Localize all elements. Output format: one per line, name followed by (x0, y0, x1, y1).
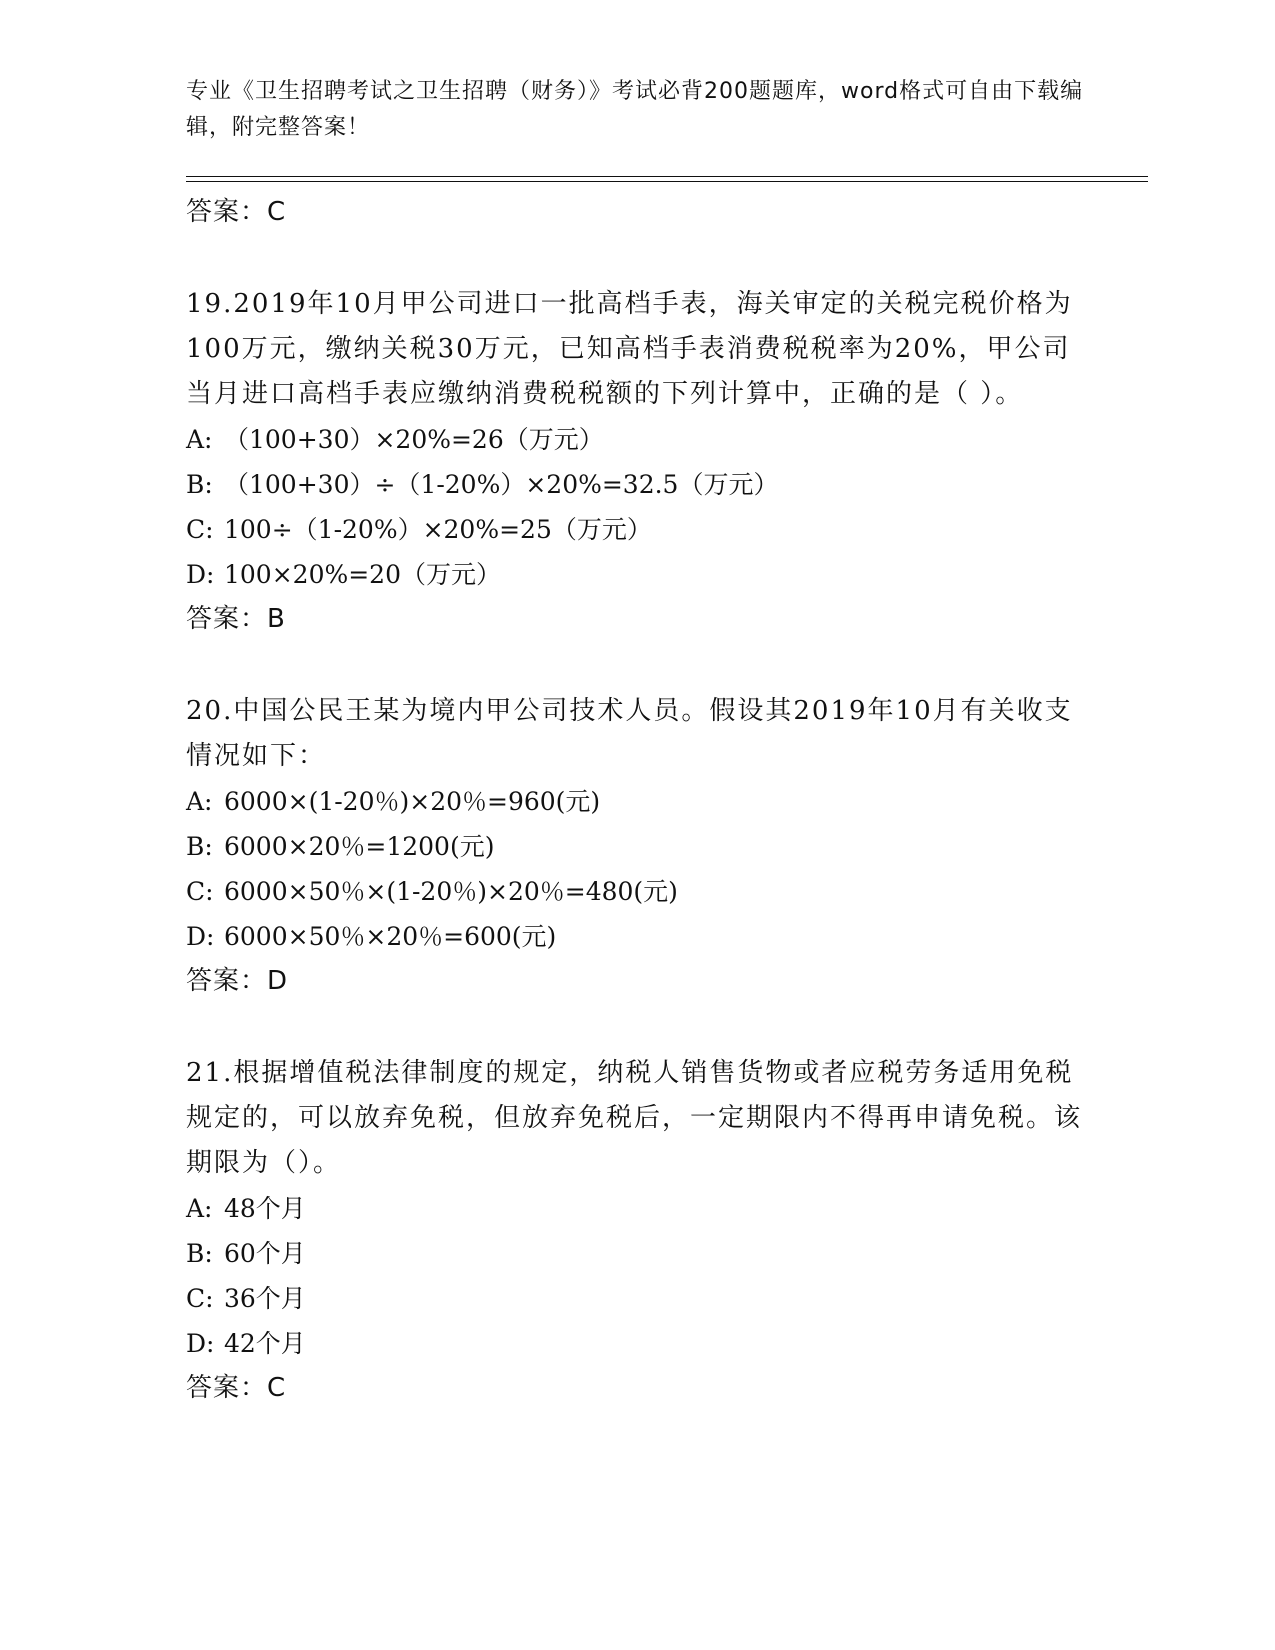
option-letter: C: (186, 877, 214, 906)
question-text: 中国公民王某为境内甲公司技术人员。假设其2019年10月有关收支情况如下： (186, 696, 1073, 771)
option-a (186, 417, 1086, 462)
option-text: 36个月 (224, 1284, 306, 1313)
option-letter: D: (186, 922, 215, 951)
answer-line: 答案：C (186, 1373, 287, 1403)
answer-line: 答案：B (186, 604, 286, 634)
answer-line: 答案：C (186, 197, 287, 227)
option-c (186, 507, 1086, 552)
option-letter: C: (186, 1284, 214, 1313)
question-number: 20. (186, 696, 234, 726)
option-letter: A: (186, 425, 213, 454)
question-text: 2019年10月甲公司进口一批高档手表，海关审定的关税完税价格为100万元，缴纳关税30万元，已知高档手表消费税税率为20%，甲公司当月进口高档手表应缴纳消费税税额的下列计算中，正确的是（ ）。 (186, 289, 1073, 409)
option-d (186, 552, 1086, 597)
option-letter: B: (186, 1239, 213, 1268)
option-d (186, 1321, 1086, 1366)
spacer (186, 641, 1086, 689)
question-20 (186, 689, 1086, 1003)
option-letter: A: (186, 1194, 213, 1223)
option-text: 48个月 (224, 1194, 306, 1223)
option-d (186, 914, 1086, 959)
option-a (186, 1186, 1086, 1231)
option-c (186, 869, 1086, 914)
option-letter: C: (186, 515, 214, 544)
question-stem (186, 282, 1086, 417)
option-c (186, 1276, 1086, 1321)
spacer (186, 234, 1086, 282)
question-number: 21. (186, 1058, 234, 1088)
option-text: 6000×50％×20％=600(元) (224, 922, 557, 951)
question-text: 根据增值税法律制度的规定，纳税人销售货物或者应税劳务适用免税规定的，可以放弃免税，但放弃免税后，一定期限内不得再申请免税。该期限为（）。 (186, 1058, 1083, 1178)
option-letter: A: (186, 787, 213, 816)
spacer (186, 1003, 1086, 1051)
option-letter: B: (186, 832, 213, 861)
option-text: （100+30）÷（1-20%）×20%=32.5（万元） (224, 470, 779, 499)
option-text: （100+30）×20%=26（万元） (224, 425, 604, 454)
question-19 (186, 282, 1086, 641)
header-rule-bottom (186, 181, 1148, 182)
question-stem (186, 689, 1086, 779)
document-content (186, 190, 1086, 1410)
option-letter: B: (186, 470, 213, 499)
question-21 (186, 1051, 1086, 1410)
option-text: 42个月 (224, 1329, 306, 1358)
answer-line: 答案：D (186, 966, 289, 996)
option-text: 6000×50％×(1-20％)×20％=480(元) (224, 877, 678, 906)
question-number: 19. (186, 289, 234, 319)
option-b (186, 1231, 1086, 1276)
option-a (186, 779, 1086, 824)
option-text: 100÷（1-20%）×20%=25（万元） (224, 515, 652, 544)
option-text: 6000×(1-20％)×20％=960(元) (224, 787, 601, 816)
option-text: 100×20%=20（万元） (224, 560, 501, 589)
question-stem (186, 1051, 1086, 1186)
header-rule-top (186, 176, 1148, 177)
option-text: 6000×20％=1200(元) (224, 832, 495, 861)
option-text: 60个月 (224, 1239, 306, 1268)
option-b (186, 462, 1086, 507)
option-letter: D: (186, 1329, 215, 1358)
option-b (186, 824, 1086, 869)
page-header: 专业《卫生招聘考试之卫生招聘（财务）》考试必背200题题库，word格式可自由下载编辑，附完整答案！ (186, 79, 1084, 140)
option-letter: D: (186, 560, 215, 589)
